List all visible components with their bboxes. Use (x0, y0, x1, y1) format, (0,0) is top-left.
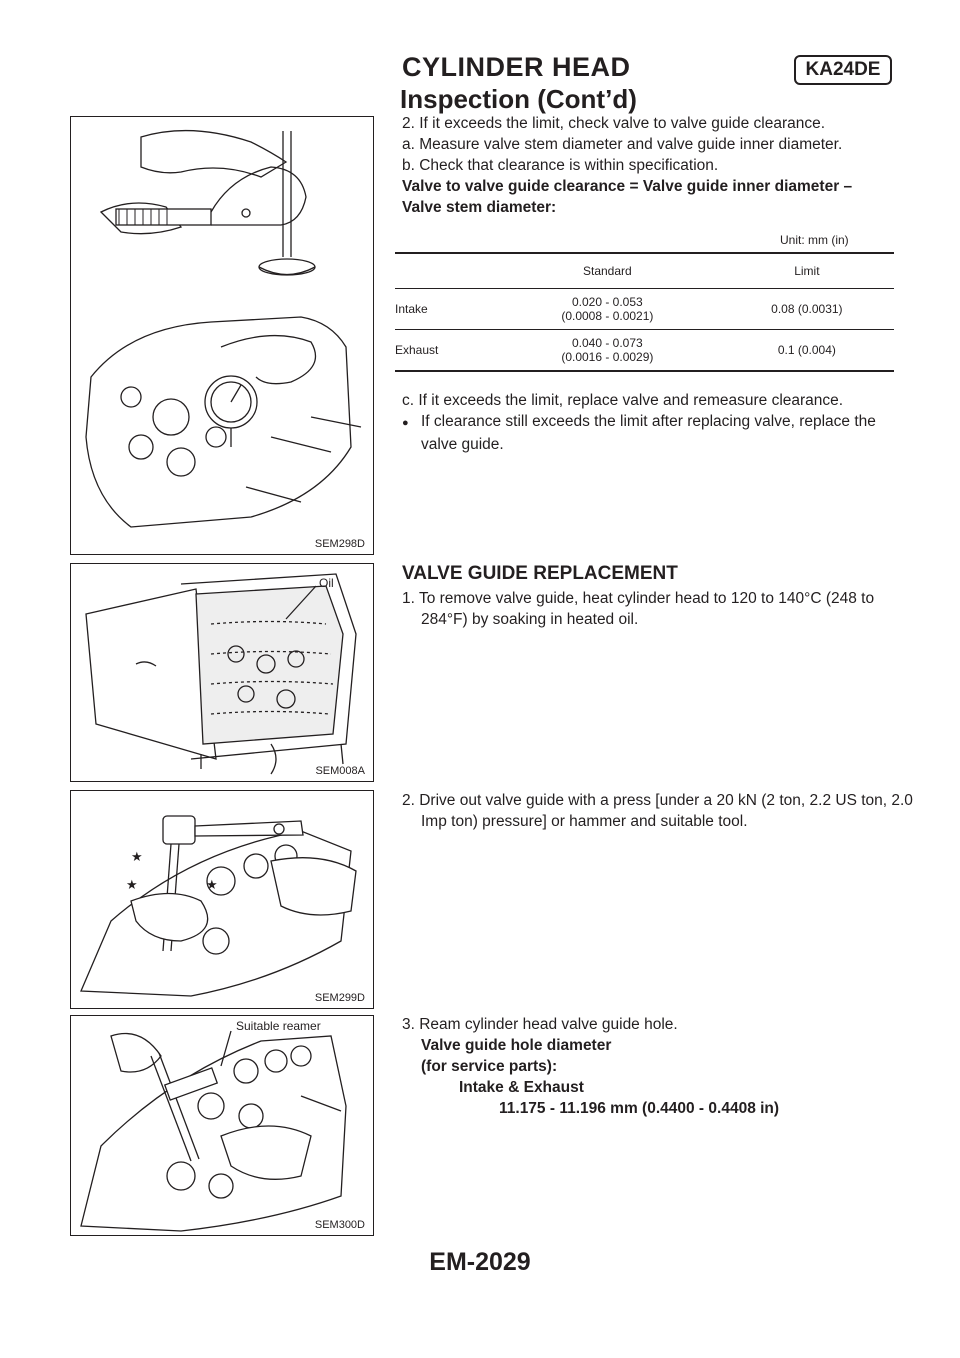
reamer-callout: Suitable reamer (236, 1019, 321, 1033)
figure-code: SEM299D (314, 992, 365, 1004)
replacement-step3-block (402, 1014, 894, 1119)
hammer-drift-illustration (71, 791, 373, 1008)
figure-sem008a (70, 563, 374, 782)
bullet-text: If clearance still exceeds the limit after replacing valve, replace the valve guide. (421, 413, 876, 453)
clearance-table (395, 252, 894, 372)
table-cell: 0.1 (0.004) (720, 330, 894, 371)
page-number: EM-2029 (429, 1248, 531, 1276)
table-header-cell (395, 253, 495, 289)
figure-code: SEM298D (314, 538, 365, 550)
clearance-formula: Valve to valve guide clearance = Valve guide inner diameter – Valve stem diameter: (402, 178, 853, 216)
step-c-line: c. If it exceeds the limit, replace valve and remeasure clearance. (402, 392, 844, 409)
section-title: CYLINDER HEAD (402, 52, 631, 82)
svg-text:★: ★ (126, 877, 138, 892)
step-c-block (402, 390, 894, 455)
table-header-cell: Standard (495, 253, 720, 289)
step2-text-block (402, 113, 894, 218)
oil-bath-illustration (71, 564, 373, 781)
table-row (395, 330, 894, 371)
micrometer-dial-gauge-illustration (71, 117, 373, 554)
figure-sem298d (70, 116, 374, 555)
engine-code-badge: KA24DE (794, 55, 892, 85)
table-cell (495, 330, 720, 371)
oil-callout: Oil (319, 576, 334, 590)
standard-value: 0.020 - 0.053 (571, 295, 643, 309)
section-subtitle: Inspection (Cont’d) (400, 84, 637, 114)
figure-code: SEM008A (315, 765, 365, 777)
standard-value-inch: (0.0008 - 0.0021) (561, 309, 654, 323)
spec-category: Intake & Exhaust (459, 1079, 584, 1096)
spec-label-sub: (for service parts): (421, 1058, 558, 1075)
table-cell: 0.08 (0.0031) (720, 289, 894, 330)
bullet-icon: ● (402, 417, 409, 429)
replacement-step2: 2. Drive out valve guide with a press [under a 20 kN (2 ton, 2.2 US ton, 2.0 Imp ton) pressure] or hammer and suitable tool. (402, 792, 913, 830)
standard-value: 0.040 - 0.073 (571, 335, 643, 350)
table-header-row (395, 253, 894, 289)
figure-sem300d (70, 1015, 374, 1236)
replacement-heading: VALVE GUIDE REPLACEMENT (402, 563, 678, 584)
svg-text:★: ★ (206, 877, 218, 892)
svg-text:★: ★ (131, 849, 143, 864)
step-b-line: b. Check that clearance is within specification. (402, 157, 719, 174)
table-cell: Intake (395, 289, 495, 330)
table-cell: Exhaust (395, 330, 495, 371)
replacement-step3: 3. Ream cylinder head valve guide hole. (402, 1016, 678, 1033)
table-cell (495, 289, 720, 330)
table-unit: Unit: mm (in) (780, 233, 849, 247)
figure-code: SEM300D (314, 1219, 365, 1231)
table-header-cell: Limit (720, 253, 894, 289)
bullet-item (402, 411, 894, 455)
standard-value-inch: (0.0016 - 0.0029) (561, 349, 654, 364)
table-row (395, 289, 894, 330)
replacement-step1: 1. To remove valve guide, heat cylinder head to 120 to 140°C (248 to 284°F) by soaking in heated oil. (402, 590, 875, 628)
reamer-illustration (71, 1016, 373, 1235)
spec-value: 11.175 - 11.196 mm (0.4400 - 0.4408 in) (499, 1100, 780, 1117)
step-a-line: a. Measure valve stem diameter and valve guide inner diameter. (402, 136, 843, 153)
figure-sem299d (70, 790, 374, 1009)
step2-line: 2. If it exceeds the limit, check valve to valve guide clearance. (402, 115, 826, 132)
spec-label: Valve guide hole diameter (421, 1037, 612, 1054)
